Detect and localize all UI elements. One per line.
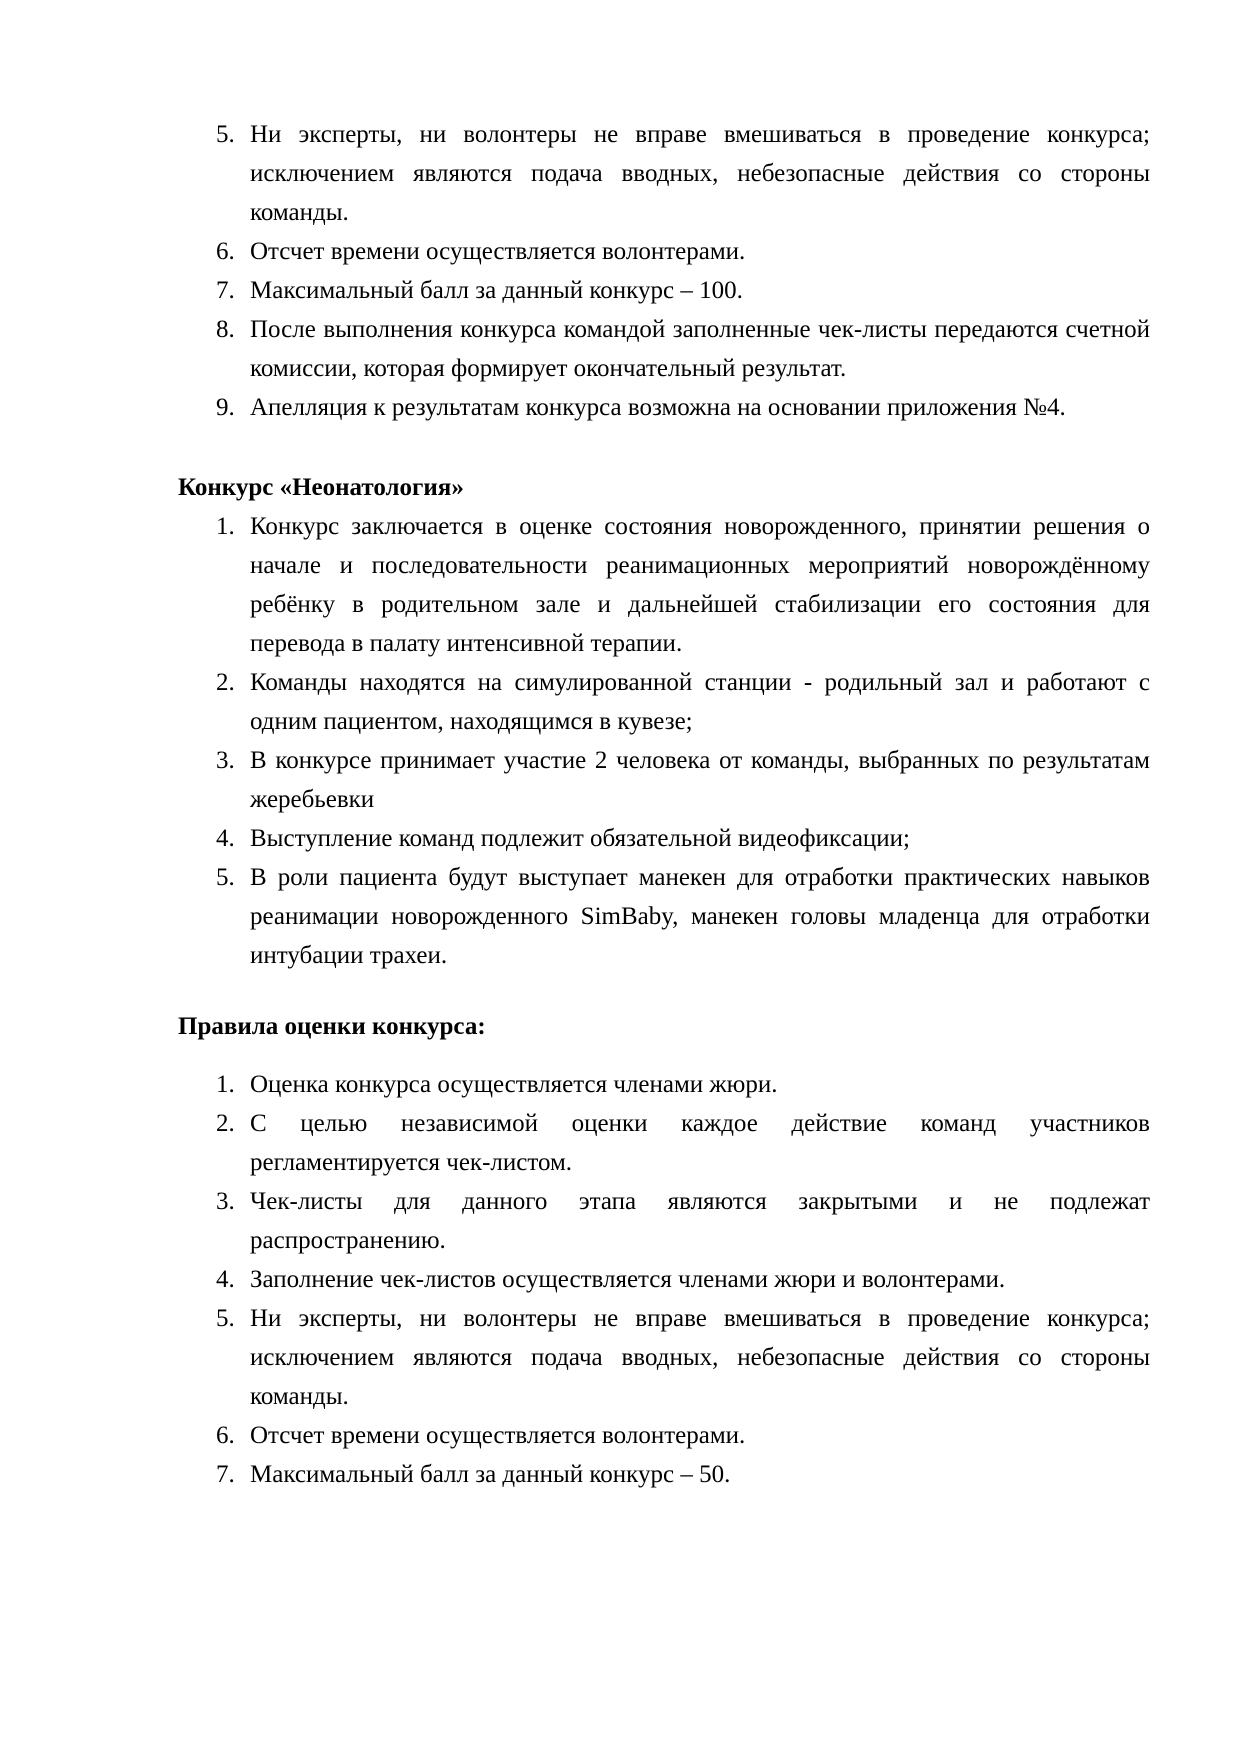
item-text: Апелляция к результатам конкурса возможна на основании приложения №4. <box>250 394 1066 421</box>
list-block-rules <box>178 1065 1150 1494</box>
list-item <box>178 115 1150 232</box>
item-number: 8. <box>216 316 235 343</box>
list-block-top <box>178 115 1150 427</box>
item-number: 7. <box>216 1461 235 1488</box>
item-number: 9. <box>216 394 235 421</box>
list-item <box>178 858 1150 975</box>
item-number: 4. <box>216 825 235 852</box>
item-text: Оценка конкурса осуществляется членами жюри. <box>250 1071 778 1098</box>
item-number: 6. <box>216 238 235 265</box>
list-item <box>178 1065 1150 1104</box>
item-text: Чек-листы для данного этапа являются закрытыми и не подлежат распространению. <box>250 1188 1150 1254</box>
list-block-neonatology <box>178 507 1150 975</box>
section-heading-neonatology: Конкурс «Неонатология» <box>178 474 464 501</box>
item-text: С целью независимой оценки каждое действие команд участников регламентируется чек-листом. <box>250 1110 1150 1176</box>
item-number: 1. <box>216 1071 235 1098</box>
item-text: Отсчет времени осуществляется волонтерами. <box>250 1422 746 1449</box>
list-item <box>178 663 1150 741</box>
list-item <box>178 741 1150 819</box>
item-number: 1. <box>216 513 235 540</box>
item-number: 3. <box>216 1188 235 1215</box>
section-heading-rules: Правила оценки конкурса: <box>178 1013 486 1040</box>
item-text: Максимальный балл за данный конкурс – 50. <box>250 1461 731 1488</box>
item-number: 6. <box>216 1422 235 1449</box>
list-item <box>178 819 1150 858</box>
item-number: 5. <box>216 121 235 148</box>
list-item <box>178 507 1150 663</box>
item-text: Заполнение чек-листов осуществляется членами жюри и волонтерами. <box>250 1266 1006 1293</box>
item-text: Максимальный балл за данный конкурс – 100. <box>250 277 743 304</box>
list-item <box>178 388 1150 427</box>
list-item <box>178 1182 1150 1260</box>
item-text: В роли пациента будут выступает манекен для отработки практических навыков реанимации новорожденного SimBaby, манекен головы младенца для отработки интубации трахеи. <box>250 864 1150 969</box>
item-text: Ни эксперты, ни волонтеры не вправе вмешиваться в проведение конкурса; исключением являются подача вводных, небезопасные действия со стороны команды. <box>250 1305 1150 1410</box>
item-text: Команды находятся на симулированной станции - родильный зал и работают с одним пациентом, находящимся в кувезе; <box>250 669 1150 735</box>
list-item <box>178 232 1150 271</box>
item-text: Отсчет времени осуществляется волонтерами. <box>250 238 746 265</box>
item-text: Ни эксперты, ни волонтеры не вправе вмешиваться в проведение конкурса; исключением являются подача вводных, небезопасные действия со стороны команды. <box>250 121 1150 226</box>
list-item <box>178 1104 1150 1182</box>
item-number: 5. <box>216 1305 235 1332</box>
item-number: 2. <box>216 669 235 696</box>
list-item <box>178 1416 1150 1455</box>
item-text: Выступление команд подлежит обязательной видеофиксации; <box>250 825 910 852</box>
list-item <box>178 310 1150 388</box>
list-item <box>178 1260 1150 1299</box>
list-item <box>178 1455 1150 1494</box>
item-text: После выполнения конкурса командой заполненные чек-листы передаются счетной комиссии, которая формирует окончательный результат. <box>250 316 1150 382</box>
list-item <box>178 1299 1150 1416</box>
item-number: 5. <box>216 864 235 891</box>
item-text: В конкурсе принимает участие 2 человека от команды, выбранных по результатам жеребьевки <box>250 747 1150 813</box>
item-number: 7. <box>216 277 235 304</box>
list-item <box>178 271 1150 310</box>
item-text: Конкурс заключается в оценке состояния новорожденного, принятии решения о начале и последовательности реанимационных мероприятий новорождённому ребёнку в родительном зале и дальнейшей стабилизации его состояния для перевода в палату интенсивной терапии. <box>250 513 1150 657</box>
item-number: 4. <box>216 1266 235 1293</box>
item-number: 3. <box>216 747 235 774</box>
item-number: 2. <box>216 1110 235 1137</box>
